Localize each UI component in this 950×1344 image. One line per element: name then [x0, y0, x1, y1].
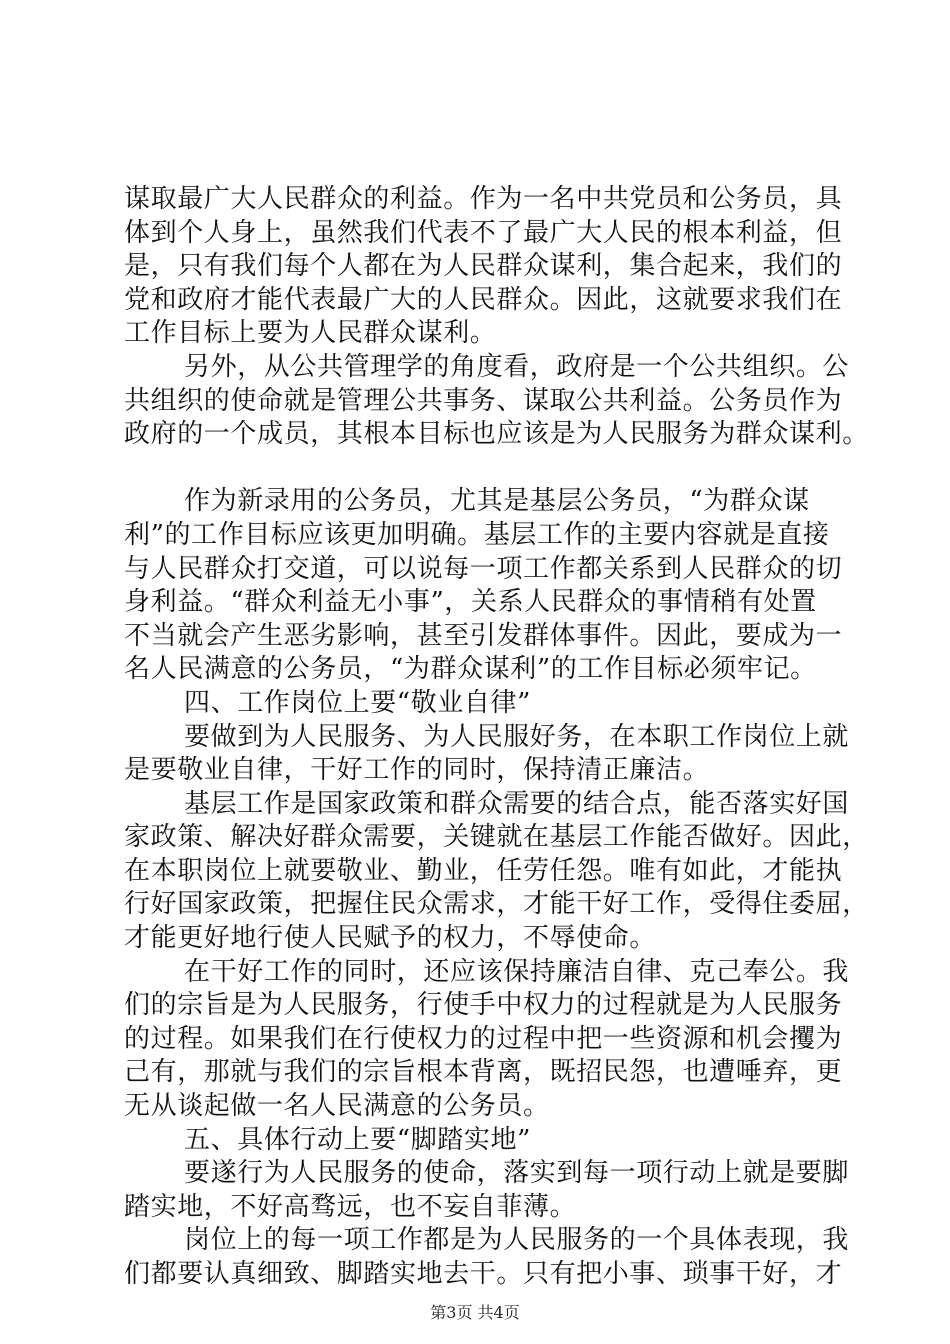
- text-line: 要遂行为人民服务的使命，落实到每一项行动上就是要脚: [184, 1158, 850, 1189]
- text-line: 己有，那就与我们的宗旨根本背离，既招民怨，也遭唾弃，更: [124, 1057, 843, 1088]
- text-line: 行好国家政策，把握住民众需求，才能干好工作，受得住委屈，: [124, 889, 869, 920]
- text-line: 踏实地，不好高骛远，也不妄自菲薄。: [124, 1191, 577, 1222]
- text-line: 另外，从公共管理学的角度看，政府是一个公共组织。公: [184, 351, 850, 382]
- section-heading: 四、工作岗位上要“敬业自律”: [184, 687, 531, 718]
- text-line: 不当就会产生恶劣影响，甚至引发群体事件。因此，要成为一: [124, 620, 843, 651]
- text-line: 才能更好地行使人民赋予的权力，不辱使命。: [124, 923, 657, 954]
- text-line: 们都要认真细致、脚踏实地去干。只有把小事、琐事干好，才: [124, 1259, 843, 1289]
- text-line: 的过程。如果我们在行使权力的过程中把一些资源和机会攫为: [124, 1023, 843, 1054]
- text-line: 作为新录用的公务员，尤其是基层公务员，“为群众谋: [184, 486, 810, 517]
- text-line: 家政策、解决好群众需要，关键就在基层工作能否做好。因此，: [124, 822, 869, 853]
- text-line: 是要敬业自律，干好工作的同时，保持清正廉洁。: [124, 755, 710, 786]
- text-line: 共组织的使命就是管理公共事务、谋取公共利益。公务员作为: [124, 385, 843, 416]
- text-line: 利”的工作目标应该更加明确。基层工作的主要内容就是直接: [124, 519, 830, 550]
- page-footer: 第3页 共4页: [430, 1303, 520, 1322]
- text-line: 在本职岗位上就要敬业、勤业，任劳任怨。唯有如此，才能执: [124, 855, 843, 886]
- section-heading: 五、具体行动上要“脚踏实地”: [184, 1124, 531, 1155]
- text-line: 工作目标上要为人民群众谋利。: [124, 318, 497, 349]
- text-line: 是，只有我们每个人都在为人民群众谋利，集合起来，我们的: [124, 251, 843, 282]
- text-line: 基层工作是国家政策和群众需要的结合点，能否落实好国: [184, 788, 850, 819]
- document-body: [124, 183, 869, 1292]
- text-line: 与人民群众打交道，可以说每一项工作都关系到人民群众的切: [124, 553, 843, 584]
- blank-line: [124, 452, 830, 486]
- text-line: 政府的一个成员，其根本目标也应该是为人民服务为群众谋利。: [124, 419, 869, 450]
- text-line: 体到个人身上，虽然我们代表不了最广大人民的根本利益，但: [124, 217, 843, 248]
- text-line: 在干好工作的同时，还应该保持廉洁自律、克己奉公。我: [184, 956, 850, 987]
- text-line: 们的宗旨是为人民服务，行使手中权力的过程就是为人民服务: [124, 990, 843, 1021]
- text-line: 谋取最广大人民群众的利益。作为一名中共党员和公务员，具: [124, 184, 843, 214]
- text-line: 要做到为人民服务、为人民服好务，在本职工作岗位上就: [184, 721, 850, 752]
- text-line: 名人民满意的公务员，“为群众谋利”的工作目标必须牢记。: [124, 654, 817, 685]
- text-line: 岗位上的每一项工作都是为人民服务的一个具体表现，我: [184, 1225, 850, 1256]
- text-line: 无从谈起做一名人民满意的公务员。: [124, 1091, 550, 1122]
- text-line: 党和政府才能代表最广大的人民群众。因此，这就要求我们在: [124, 284, 843, 315]
- text-line: 身利益。“群众利益无小事”，关系人民群众的事情稍有处置: [124, 587, 817, 618]
